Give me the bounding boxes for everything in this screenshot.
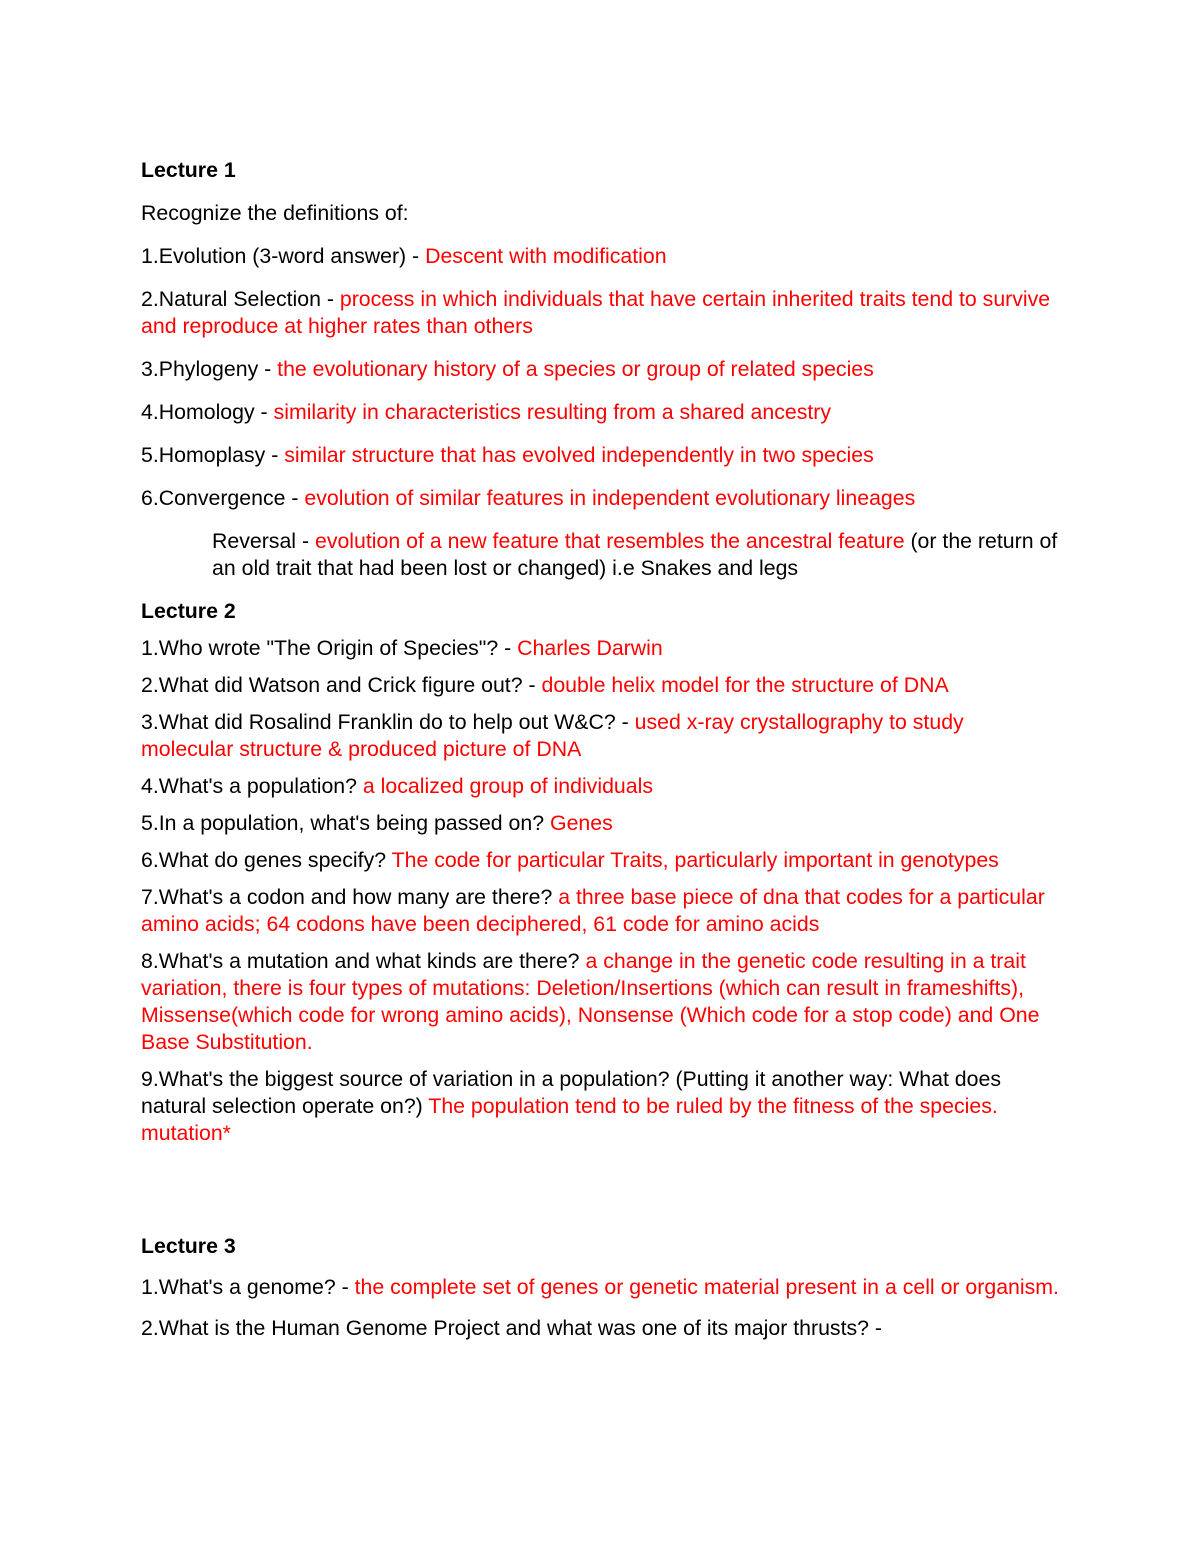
list-item xyxy=(141,485,1061,512)
list-item xyxy=(141,356,1061,383)
question-text: 2.What did Watson and Crick figure out? - xyxy=(141,673,542,697)
question-text: 3.What did Rosalind Franklin do to help out W&C? - xyxy=(141,710,635,734)
lecture-1-heading: Lecture 1 xyxy=(141,158,236,182)
answer-text: a change in the genetic code resulting in a trait variation, there is four types of mutations: Deletion/Insertions (which can result in frameshifts), Missense(which code for wrong amino acids), Nonsense (Which code for a stop code) and One Base Substitution. xyxy=(141,949,1040,1054)
question-text: 6.What do genes specify? xyxy=(141,848,392,872)
answer-text: used x-ray crystallography to study molecular structure & produced picture of DNA xyxy=(141,710,964,761)
answer-text: similarity in characteristics resulting from a shared ancestry xyxy=(273,400,832,424)
list-item xyxy=(141,243,1061,270)
question-text: 9.What's the biggest source of variation in a population? (Putting it another way: What does natural selection operate on?) xyxy=(141,1067,1001,1118)
answer-text: Charles Darwin xyxy=(517,636,663,660)
answer-text: a three base piece of dna that codes for a particular amino acids; 64 codons have been deciphered, 61 code for amino acids xyxy=(141,885,1045,936)
answer-text: The population tend to be ruled by the fitness of the species. mutation* xyxy=(141,1094,998,1145)
document-body xyxy=(141,157,1061,1342)
question-text: 1.Evolution (3-word answer) - xyxy=(141,244,426,268)
lecture-2-heading: Lecture 2 xyxy=(141,599,236,623)
question-text: 1.What's a genome? - xyxy=(141,1275,355,1299)
answer-text: evolution of a new feature that resembles the ancestral feature xyxy=(314,529,905,553)
question-text: 4.Homology - xyxy=(141,400,274,424)
answer-text: similar structure that has evolved independently in two species xyxy=(284,443,874,467)
lecture-1-intro: Recognize the definitions of: xyxy=(141,201,409,225)
question-text: 1.Who wrote "The Origin of Species"? - xyxy=(141,636,518,660)
question-text: 3.Phylogeny - xyxy=(141,357,278,381)
question-text: 4.What's a population? xyxy=(141,774,363,798)
reversal-item xyxy=(141,528,1061,582)
answer-text: The code for particular Traits, particularly important in genotypes xyxy=(391,848,999,872)
question-text: 2.What is the Human Genome Project and what was one of its major thrusts? - xyxy=(141,1316,882,1340)
answer-text: process in which individuals that have certain inherited traits tend to survive and reproduce at higher rates than others xyxy=(141,287,1051,338)
question-text: Reversal - xyxy=(212,529,315,553)
list-item xyxy=(141,1066,1061,1147)
list-item xyxy=(141,948,1061,1056)
question-text: 8.What's a mutation and what kinds are there? xyxy=(141,949,586,973)
list-item xyxy=(141,810,1061,837)
list-item xyxy=(141,709,1061,763)
list-item xyxy=(141,884,1061,938)
question-text: 7.What's a codon and how many are there? xyxy=(141,885,559,909)
question-text: 5.In a population, what's being passed on? xyxy=(141,811,551,835)
answer-text: evolution of similar features in independent evolutionary lineages xyxy=(304,486,916,510)
answer-text: the evolutionary history of a species or group of related species xyxy=(277,357,874,381)
list-item xyxy=(141,773,1061,800)
answer-text: Genes xyxy=(550,811,613,835)
list-item xyxy=(141,286,1061,340)
list-item xyxy=(141,1315,1061,1342)
question-text: 5.Homoplasy - xyxy=(141,443,285,467)
list-item xyxy=(141,635,1061,662)
list-item xyxy=(141,847,1061,874)
list-item xyxy=(141,672,1061,699)
answer-text: a localized group of individuals xyxy=(362,774,653,798)
question-text: 2.Natural Selection - xyxy=(141,287,340,311)
question-text: 6.Convergence - xyxy=(141,486,305,510)
list-item xyxy=(141,442,1061,469)
list-item xyxy=(141,399,1061,426)
answer-text: Descent with modification xyxy=(425,244,667,268)
answer-text: double helix model for the structure of DNA xyxy=(541,673,949,697)
answer-text: the complete set of genes or genetic material present in a cell or organism. xyxy=(354,1275,1059,1299)
lecture-3-heading: Lecture 3 xyxy=(141,1234,236,1258)
answer-note: (or the return of an old trait that had been lost or changed) i.e Snakes and legs xyxy=(212,529,1058,580)
list-item xyxy=(141,1274,1061,1301)
